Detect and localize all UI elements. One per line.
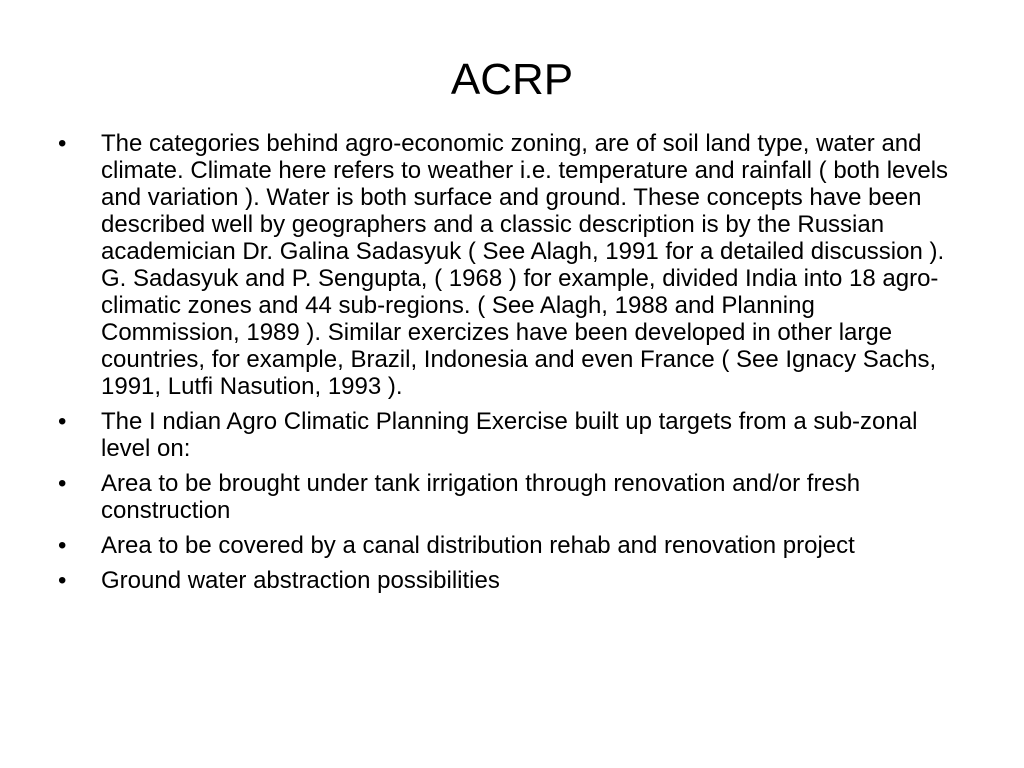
bullet-item (58, 408, 958, 462)
bullet-icon: • (58, 532, 67, 559)
bullet-icon: • (58, 130, 67, 157)
slide-title: ACRP (450, 55, 574, 104)
bullet-item (58, 532, 958, 559)
bullet-item (58, 470, 958, 524)
bullet-item (58, 567, 958, 594)
bullet-text: The I ndian Agro Climatic Planning Exercise built up targets from a sub-zonal level on: (101, 408, 918, 462)
bullet-text: The categories behind agro-economic zoning, are of soil land type, water and climate. Climate here refers to weather i.e. temperature and rainfall ( both levels and variation ). Water is both surface and ground. These concepts have been described well by geographers and a classic description is by the Russian academician Dr. Galina Sadasyuk ( See Alagh, 1991 for a detailed discussion ). G. Sadasyuk and P. Sengupta, ( 1968 ) for example, divided India into 18 agro-climatic zones and 44 sub-regions. ( See Alagh, 1988 and Planning Commission, 1989 ). Similar exercizes have been developed in other large countries, for example, Brazil, Indonesia and even France ( See Ignacy Sachs, 1991, Lutfi Nasution, 1993 ). (101, 130, 949, 400)
bullet-list (58, 130, 958, 602)
bullet-text: Ground water abstraction possibilities (101, 567, 500, 594)
bullet-icon: • (58, 567, 67, 594)
bullet-text: Area to be covered by a canal distribution rehab and renovation project (101, 532, 855, 559)
bullet-icon: • (58, 408, 67, 435)
bullet-icon: • (58, 470, 67, 497)
bullet-item (58, 130, 958, 400)
bullet-text: Area to be brought under tank irrigation through renovation and/or fresh construction (101, 470, 861, 524)
